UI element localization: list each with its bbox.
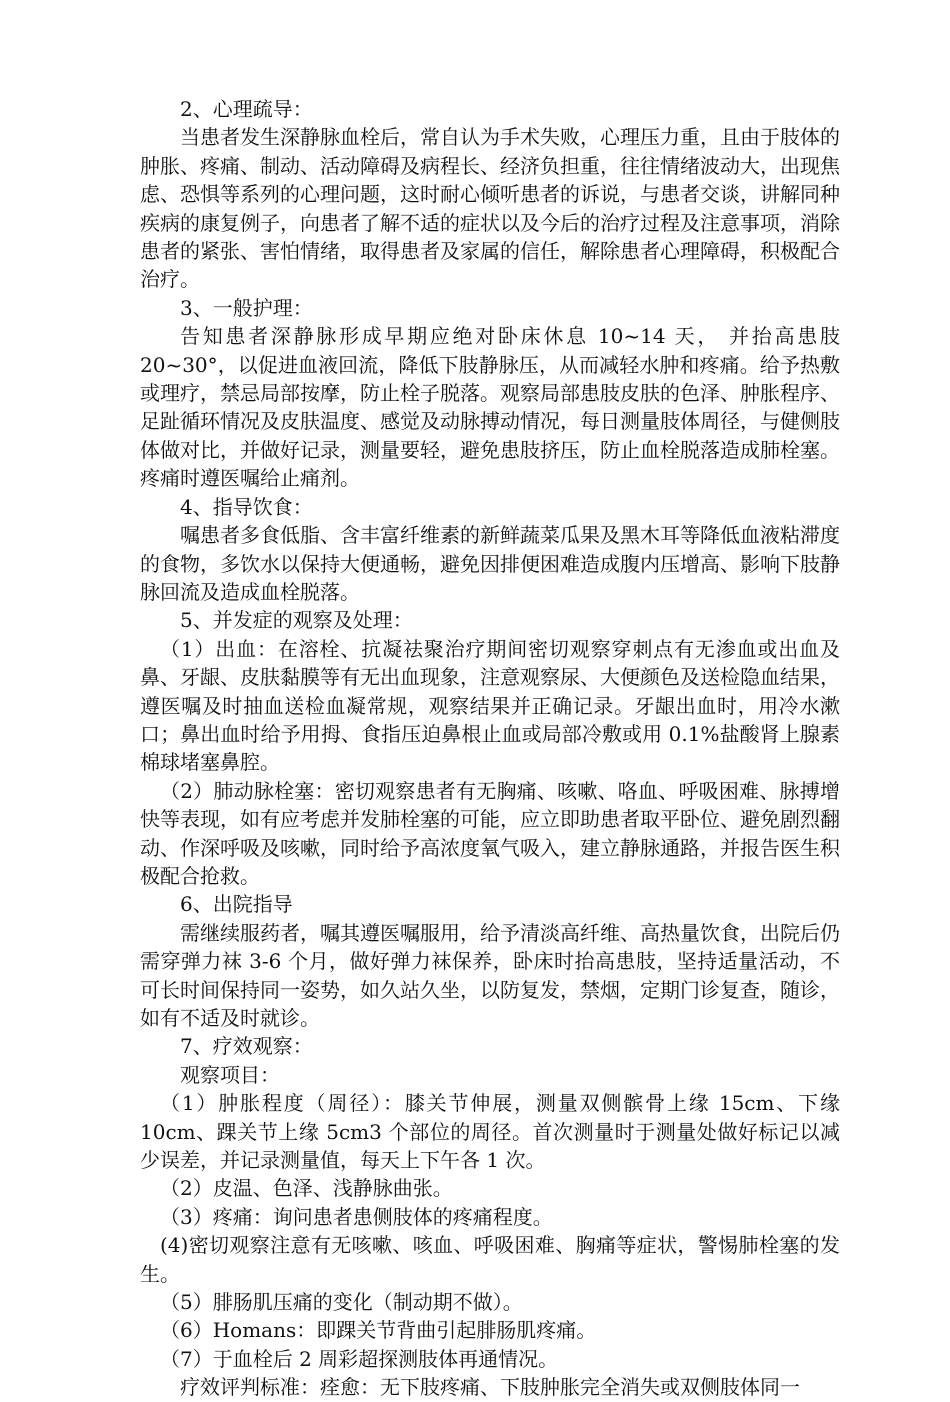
- list-item-calf-tenderness: （5）腓肠肌压痛的变化（制动期不做）。: [160, 1290, 523, 1315]
- paragraph-efficacy-criteria: 疗效评判标准：痊愈：无下肢疼痛、下肢肿胀完全消失或双侧肢体同一: [180, 1375, 800, 1400]
- list-item-homans: （6）Homans：即踝关节背曲引起腓肠肌疼痛。: [160, 1318, 597, 1343]
- paragraph-general-nursing: 告知患者深静脉形成早期应绝对卧床休息 10~14 天， 并抬高患肢 20~30°，以促进血液回流，降低下肢静脉压，从而减轻水肿和疼痛。给予热敷或理疗，禁忌局部按摩，防止栓子脱落。观察局部患肢皮肤的色泽、肿胀程序、足趾循环情况及皮肤温度、感觉及动脉搏动情况，每日测量肢体周径，与健侧肢体做对比，并做好记录，测量要轻，避免患肢挤压，防止血栓脱落造成肺栓塞。疼痛时遵医嘱给止痛剂。: [140, 324, 840, 491]
- list-item-skin-temperature: （2）皮温、色泽、浅静脉曲张。: [160, 1176, 453, 1201]
- list-item-swelling: （1）肿胀程度（周径）：膝关节伸展，测量双侧髌骨上缘 15cm、下缘 10cm、踝关节上缘 5cm3 个部位的周径。首次测量时于测量处做好标记以减少误差，并记录测量值，每天上下午各 1 次。: [140, 1091, 840, 1173]
- list-item-ultrasound: （7）于血栓后 2 周彩超探测肢体再通情况。: [160, 1346, 559, 1371]
- heading-efficacy-observation: 7、疗效观察：: [180, 1034, 313, 1059]
- paragraph-diet-guidance: 嘱患者多食低脂、含丰富纤维素的新鲜蔬菜瓜果及黑木耳等降低血液粘滞度的食物，多饮水以保持大便通畅，避免因排便困难造成腹内压增高、影响下肢静脉回流及造成血栓脱落。: [140, 523, 840, 604]
- heading-observation-items: 观察项目：: [180, 1062, 280, 1087]
- paragraph-bleeding: （1）出血：在溶栓、抗凝祛聚治疗期间密切观察穿刺点有无渗血或出血及鼻、牙龈、皮肤黏膜等有无出血现象，注意观察尿、大便颜色及送检隐血结果，遵医嘱及时抽血送检血凝常规，观察结果并正确记录。牙龈出血时，用冷水漱口；鼻出血时给予用拇、食指压迫鼻根止血或局部冷敷或用 0.1%盐酸肾上腺素棉球堵塞鼻腔。: [140, 636, 840, 775]
- heading-diet-guidance: 4、指导饮食：: [180, 494, 313, 519]
- paragraph-psychological-counseling: 当患者发生深静脉血栓后，常自认为手术失败，心理压力重，且由于肢体的肿胀、疼痛、制动、活动障碍及病程长、经济负担重，往往情绪波动大，出现焦虑、恐惧等系列的心理问题，这时耐心倾听患者的诉说，与患者交谈，讲解同种疾病的康复例子，向患者了解不适的症状以及今后的治疗过程及注意事项，消除患者的紧张、害怕情绪，取得患者及家属的信任，解除患者心理障碍，积极配合治疗。: [140, 125, 840, 292]
- paragraph-pulmonary-embolism: （2）肺动脉栓塞：密切观察患者有无胸痛、咳嗽、咯血、呼吸困难、脉搏增快等表现，如有应考虑并发肺栓塞的可能，应立即助患者取平卧位、避免剧烈翻动、作深呼吸及咳嗽，同时给予高浓度氧气吸入，建立静脉通路，并报告医生积极配合抢救。: [140, 778, 840, 888]
- list-item-pain: （3）疼痛：询问患者患侧肢体的疼痛程度。: [160, 1204, 553, 1229]
- heading-discharge-guidance: 6、出院指导: [180, 892, 293, 917]
- list-item-embolism-watch: (4)密切观察注意有无咳嗽、咳血、呼吸困难、胸痛等症状，警惕肺栓塞的发生。: [140, 1233, 840, 1286]
- heading-complications: 5、并发症的观察及处理：: [180, 608, 413, 633]
- heading-psychological-counseling: 2、心理疏导：: [180, 97, 313, 121]
- document-body: [140, 95, 840, 1402]
- paragraph-discharge-guidance: 需继续服药者，嘱其遵医嘱服用，给予清淡高纤维、高热量饮食，出院后仍需穿弹力袜 3-6 个月，做好弹力袜保养，卧床时抬高患肢，坚持适量活动，不可长时间保持同一姿势，如久站久坐，以防复发，禁烟，定期门诊复查，随诊，如有不适及时就诊。: [140, 920, 840, 1030]
- heading-general-nursing: 3、一般护理：: [180, 295, 313, 320]
